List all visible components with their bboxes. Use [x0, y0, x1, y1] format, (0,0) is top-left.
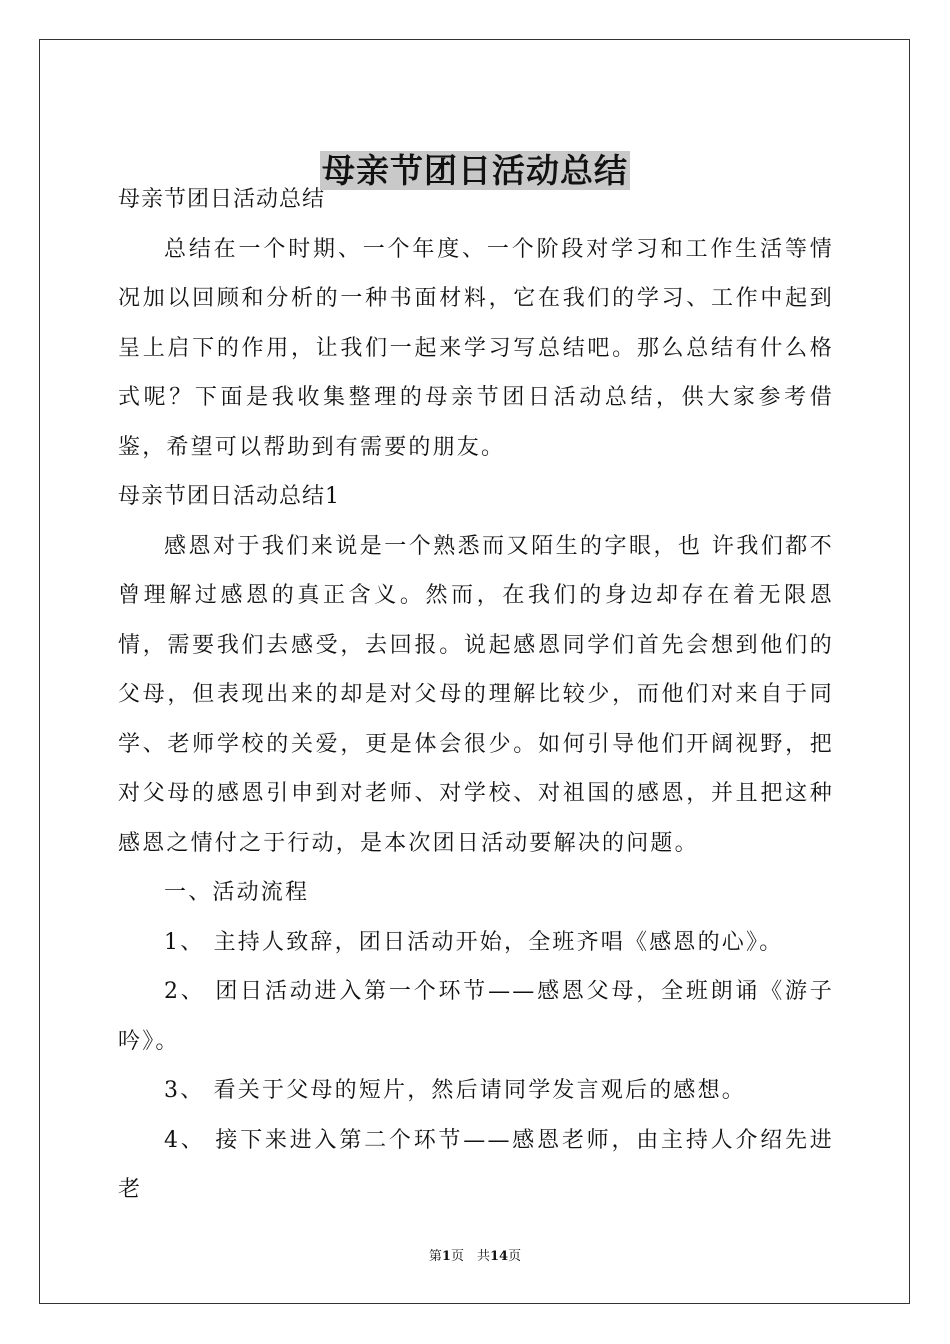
paragraph-activity-heading: 一、活动流程 [164, 880, 310, 905]
footer-page-total: 14 [489, 1249, 509, 1264]
footer-page-current: 1 [441, 1249, 451, 1264]
paragraph-subhead: 母亲节团日活动总结 [118, 187, 326, 212]
paragraph-step-2: 2、 团日活动进入第一个环节——感恩父母，全班朗诵《游子吟》。 [118, 979, 834, 1054]
footer-page-suffix: 页 [508, 1249, 522, 1264]
paragraph-section-heading: 母亲节团日活动总结1 [118, 484, 340, 509]
footer-page-mid: 页 共 [450, 1249, 490, 1264]
paragraph-intro: 总结在一个时期、一个年度、一个阶段对学习和工作生活等情况加以回顾和分析的一种书面材料，它在我们的学习、工作中起到呈上启下的作用，让我们一起来学习写总结吧。那么总结有什么格式呢？下面是我收集整理的母亲节团日活动总结，供大家参考借鉴，希望可以帮助到有需要的朋友。 [118, 236, 834, 460]
page-footer [0, 1245, 950, 1264]
document-title-text: 母亲节团日活动总结 [322, 151, 628, 191]
paragraph-step-3: 3、 看关于父母的短片，然后请同学发言观后的感想。 [164, 1078, 746, 1103]
paragraph-body: 感恩对于我们来说是一个熟悉而又陌生的字眼，也 许我们都不曾理解过感恩的真正含义。然而，在我们的身边却存在着无限恩情，需要我们去感受，去回报。说起感恩同学们首先会想到他们的父母，但表现出来的却是对父母的理解比较少，而他们对来自于同学、老师学校的关爱，更是体会很少。如何引导他们开阔视野，把对父母的感恩引申到对老师、对学校、对祖国的感恩，并且把这种感恩之情付之于行动，是本次团日活动要解决的问题。 [118, 533, 834, 856]
document-body [118, 175, 834, 1215]
footer-page-prefix: 第 [428, 1249, 442, 1264]
paragraph-step-4: 4、 接下来进入第二个环节——感恩老师，由主持人介绍先进老 [118, 1127, 834, 1202]
paragraph-step-1: 1、 主持人致辞，团日活动开始，全班齐唱《感恩的心》。 [164, 929, 784, 955]
